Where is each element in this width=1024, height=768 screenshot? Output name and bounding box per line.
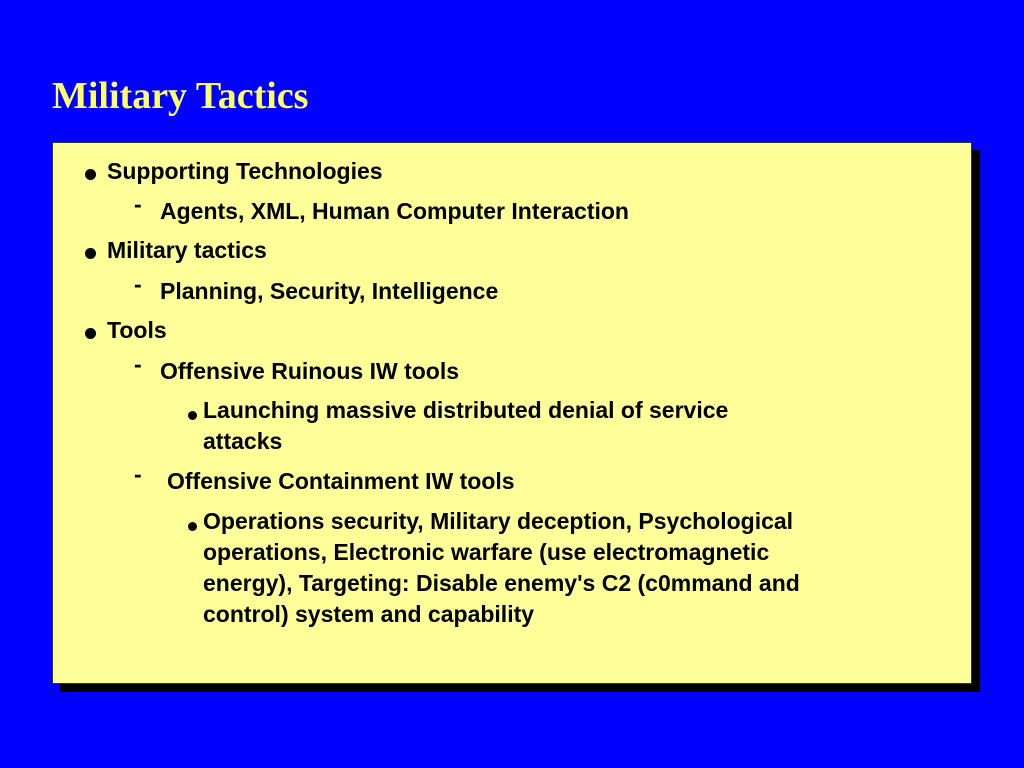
sub-sub-item-operations-line2: operations, Electronic warfare (use electromagnetic [203,539,770,565]
dash-icon: - [134,351,142,377]
bullet-dot-icon [188,518,197,536]
bullet-item-supporting-technologies: Supporting Technologies [107,158,383,184]
sub-sub-item-launching: Launching massive distributed denial of service [203,397,729,423]
sub-sub-item-operations: Operations security, Military deception, Psychological [203,508,794,534]
bullet-dot-icon [85,326,96,344]
sub-item-offensive-ruinous: Offensive Ruinous IW tools [160,358,460,384]
content-box [52,142,972,684]
sub-item-agents: Agents, XML, Human Computer Interaction [160,198,629,224]
bullet-dot-icon [188,407,197,425]
bullet-dot-icon [85,167,96,185]
bullet-item-tools: Tools [107,317,167,343]
sub-sub-item-operations-line3: energy), Targeting: Disable enemy's C2 (c0mmand and [203,570,800,596]
dash-icon: - [134,191,142,217]
dash-icon: - [134,461,142,487]
slide-title: Military Tactics [52,75,309,117]
sub-item-offensive-containment: Offensive Containment IW tools [167,468,515,494]
sub-item-planning: Planning, Security, Intelligence [160,278,499,304]
bullet-item-military-tactics: Military tactics [107,237,267,263]
sub-sub-item-launching-line2: attacks [203,428,283,454]
sub-sub-item-operations-line4: control) system and capability [203,601,535,627]
bullet-dot-icon [85,246,96,264]
dash-icon: - [134,271,142,297]
